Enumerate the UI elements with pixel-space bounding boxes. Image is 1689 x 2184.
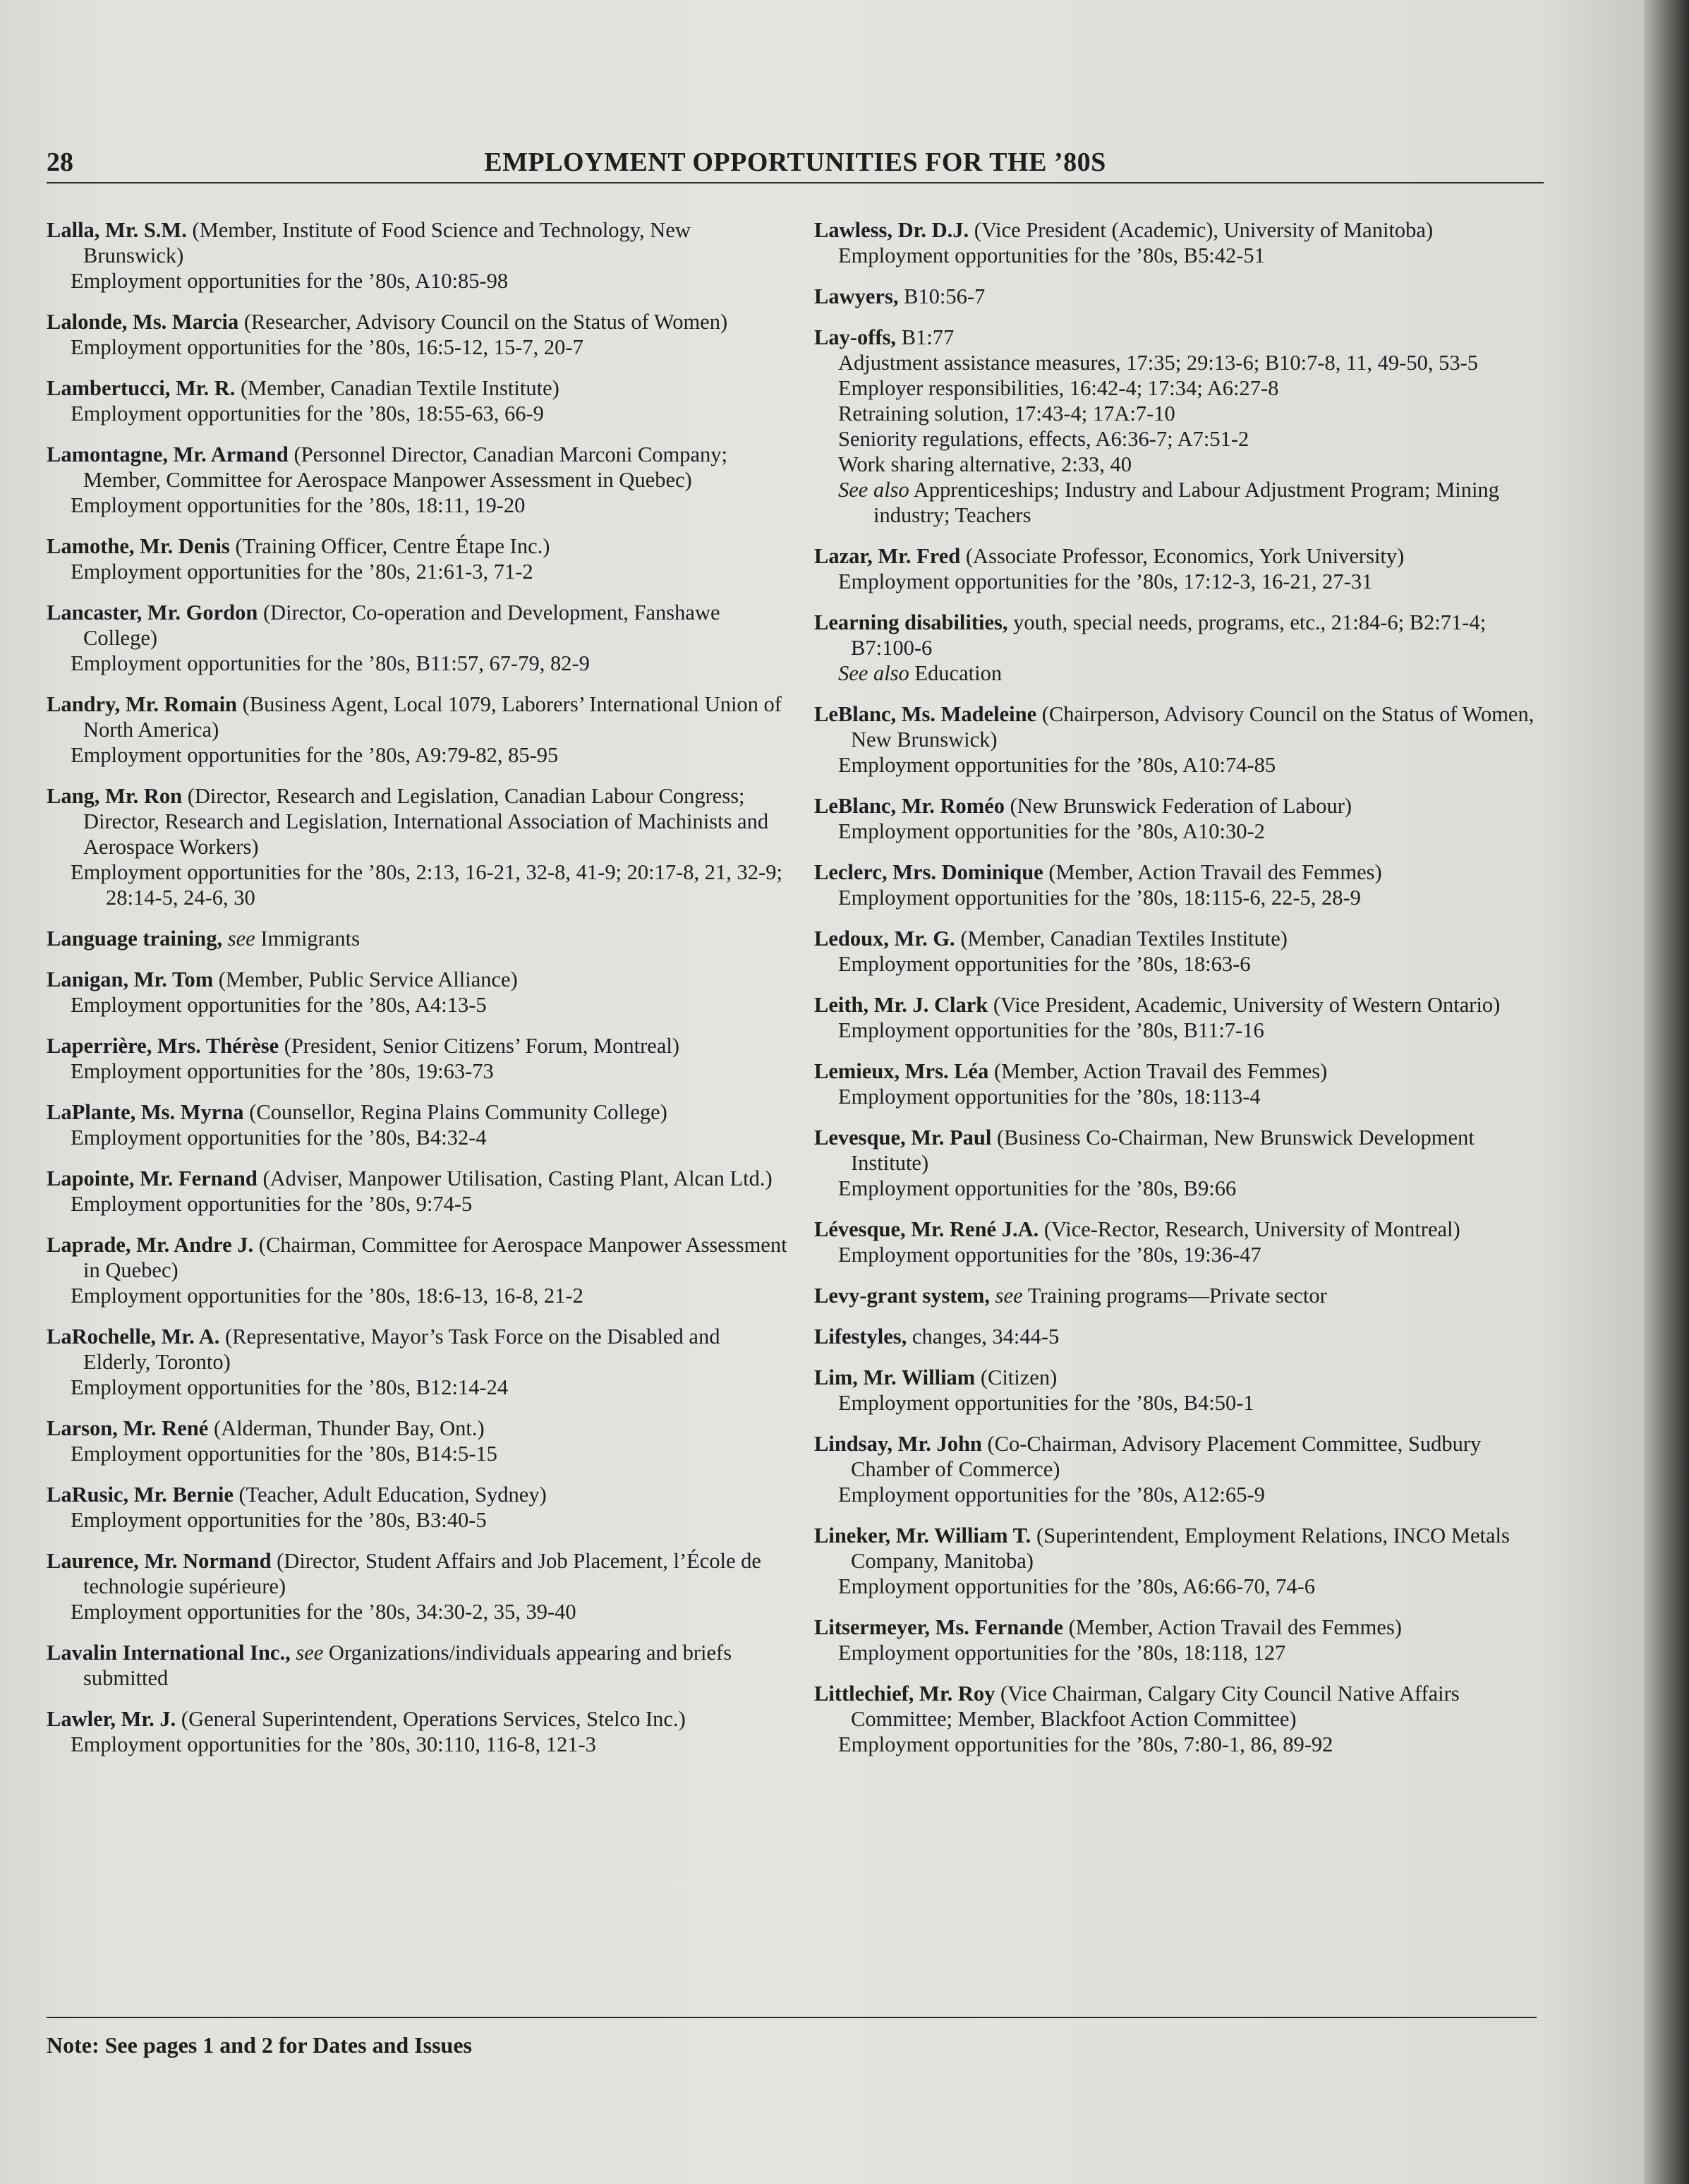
entry-heading (47, 926, 787, 951)
entry-heading (47, 1548, 787, 1599)
entry-name: Lévesque, Mr. René J.A. (814, 1217, 1039, 1241)
index-entry (47, 1482, 787, 1533)
entry-see-also (814, 660, 1555, 686)
index-entry (814, 793, 1555, 844)
entry-description: (Director, Co-operation and Development, Fanshawe College) (83, 601, 720, 650)
entry-heading (814, 217, 1555, 243)
entry-description: (Director, Student Affairs and Job Placement, l’École de technologie supérieure) (83, 1549, 761, 1598)
index-entry (47, 217, 787, 294)
entry-heading (47, 1324, 787, 1375)
entry-description: (Chairman, Committee for Aerospace Manpower Assessment in Quebec) (83, 1233, 787, 1282)
entry-description: changes, 34:44-5 (907, 1325, 1060, 1349)
entry-name: Lamontagne, Mr. Armand (47, 442, 289, 466)
entry-description: (Member, Institute of Food Science and Technology, New Brunswick) (83, 218, 691, 267)
entry-name: Levesque, Mr. Paul (814, 1126, 992, 1150)
index-entry (814, 992, 1555, 1043)
entry-description: Immigrants (255, 927, 360, 951)
entry-subheading: Employment opportunities for the ’80s, A10:85-98 (71, 269, 509, 293)
see-also-targets: Apprenticeships; Industry and Labour Adjustment Program; Mining industry; Teachers (873, 478, 1499, 527)
footer-rule (47, 2017, 1537, 2018)
entry-subheading: Employment opportunities for the ’80s, 2:13, 16-21, 32-8, 41-9; 20:17-8, 21, 32-9; 28:14-5, 24-6, 30 (71, 860, 782, 910)
entry-subheading: Employment opportunities for the ’80s, B11:57, 67-79, 82-9 (71, 651, 590, 675)
entry-subheading: Employment opportunities for the ’80s, A10:30-2 (838, 819, 1265, 843)
entry-heading (814, 1125, 1555, 1176)
entry-description: (Director, Research and Legislation, Canadian Labour Congress; Director, Research and Legislation, International Association of Machinists and Aerospace Workers) (83, 784, 769, 859)
entry-description: Training programs—Private sector (1022, 1284, 1327, 1308)
index-entry (47, 692, 787, 768)
header-rule (47, 182, 1544, 183)
index-entry (47, 375, 787, 426)
entry-subheading: Employment opportunities for the ’80s, 17:12-3, 16-21, 27-31 (838, 569, 1373, 593)
index-entry (814, 1431, 1555, 1507)
entry-name: Leclerc, Mrs. Dominique (814, 860, 1043, 884)
entry-heading (814, 1681, 1555, 1732)
entry-heading (814, 926, 1555, 951)
index-entry (47, 442, 787, 518)
entry-name: Lancaster, Mr. Gordon (47, 601, 258, 625)
index-entry (47, 1166, 787, 1217)
index-entry (47, 1706, 787, 1757)
entry-heading (47, 309, 787, 334)
entry-subheading: Employment opportunities for the ’80s, 9:74-5 (71, 1192, 473, 1216)
entry-description: (Business Co-Chairman, New Brunswick Development Institute) (851, 1126, 1475, 1175)
index-entry (814, 1283, 1555, 1308)
entry-heading (47, 217, 787, 268)
entry-heading (47, 533, 787, 559)
entry-see: see (990, 1284, 1023, 1308)
entry-subheading: Employment opportunities for the ’80s, 18:6-13, 16-8, 21-2 (71, 1284, 583, 1308)
entry-name: Laperrière, Mrs. Thérèse (47, 1034, 279, 1058)
entry-subheading: Employment opportunities for the ’80s, A9:79-82, 85-95 (71, 743, 559, 767)
entry-description: Organizations/individuals appearing and briefs submitted (83, 1641, 732, 1690)
index-entry (814, 284, 1555, 309)
entry-subheading: Employer responsibilities, 16:42-4; 17:34; A6:27-8 (838, 376, 1279, 400)
index-entry (814, 217, 1555, 268)
entry-name: LeBlanc, Ms. Madeleine (814, 702, 1037, 726)
entry-subheading: Employment opportunities for the ’80s, B4:32-4 (71, 1126, 487, 1150)
footer-note: Note: See pages 1 and 2 for Dates and Issues (47, 2032, 472, 2058)
entry-name: Language training, (47, 927, 223, 951)
index-entry (814, 610, 1555, 686)
entry-name: Lineker, Mr. William T. (814, 1524, 1031, 1547)
entry-name: Lalla, Mr. S.M. (47, 218, 187, 242)
entry-heading (47, 1033, 787, 1058)
entry-heading (814, 859, 1555, 885)
index-entry (47, 533, 787, 584)
entry-heading (814, 1058, 1555, 1084)
index-entry (47, 783, 787, 910)
entry-name: Lazar, Mr. Fred (814, 544, 961, 568)
entry-name: Lapointe, Mr. Fernand (47, 1166, 258, 1190)
entry-description: (Vice President, Academic, University of Western Ontario) (988, 993, 1501, 1017)
entry-name: Lanigan, Mr. Tom (47, 967, 214, 991)
entry-see: see (290, 1641, 324, 1665)
entry-subheading: Employment opportunities for the ’80s, 34:30-2, 35, 39-40 (71, 1600, 576, 1624)
index-entry (814, 1365, 1555, 1416)
index-entry (814, 1217, 1555, 1267)
entry-description: (Citizen) (975, 1365, 1058, 1389)
index-entry (814, 1058, 1555, 1109)
index-entry (814, 859, 1555, 910)
index-entry (47, 967, 787, 1018)
index-entry (814, 543, 1555, 594)
entry-heading (814, 793, 1555, 819)
entry-description: (Chairperson, Advisory Council on the Status of Women, New Brunswick) (851, 702, 1534, 752)
entry-heading (814, 1217, 1555, 1242)
entry-heading (814, 701, 1555, 752)
entry-subheading: Employment opportunities for the ’80s, 18:11, 19-20 (71, 493, 526, 517)
entry-subheading: Employment opportunities for the ’80s, B9:66 (838, 1176, 1237, 1200)
index-entry (47, 1548, 787, 1624)
entry-name: Lindsay, Mr. John (814, 1432, 982, 1456)
index-entry (47, 1033, 787, 1084)
entry-name: Lambertucci, Mr. R. (47, 376, 236, 400)
index-entry (814, 926, 1555, 977)
entry-subheading: Work sharing alternative, 2:33, 40 (838, 452, 1132, 476)
entry-description: (Member, Canadian Textiles Institute) (955, 927, 1288, 951)
entry-heading (814, 325, 1555, 350)
entry-subheading: Employment opportunities for the ’80s, 30:110, 116-8, 121-3 (71, 1732, 596, 1756)
entry-name: Lawler, Mr. J. (47, 1707, 176, 1731)
entry-description: (Vice Chairman, Calgary City Council Native Affairs Committee; Member, Blackfoot Action Committee) (851, 1682, 1460, 1731)
see-also-label: See also (838, 478, 909, 502)
entry-subheading: Retraining solution, 17:43-4; 17A:7-10 (838, 402, 1175, 426)
entry-description: (Researcher, Advisory Council on the Status of Women) (238, 310, 728, 334)
entry-heading (47, 1099, 787, 1125)
entry-description: (New Brunswick Federation of Labour) (1004, 794, 1352, 818)
entry-name: Learning disabilities, (814, 610, 1008, 634)
page-number: 28 (47, 147, 73, 177)
entry-description: (Counsellor, Regina Plains Community College) (243, 1100, 667, 1124)
entry-heading (814, 1283, 1555, 1308)
entry-name: LaRochelle, Mr. A. (47, 1325, 220, 1349)
entry-subheading: Employment opportunities for the ’80s, 18:115-6, 22-5, 28-9 (838, 886, 1361, 910)
entry-heading (47, 967, 787, 992)
index-entry (47, 600, 787, 676)
entry-subheading: Employment opportunities for the ’80s, A6:66-70, 74-6 (838, 1574, 1316, 1598)
entry-subheading: Employment opportunities for the ’80s, B3:40-5 (71, 1508, 487, 1532)
entry-heading (47, 1482, 787, 1507)
entry-heading (47, 1232, 787, 1283)
entry-subheading: Seniority regulations, effects, A6:36-7; A7:51-2 (838, 427, 1249, 451)
entry-heading (814, 1324, 1555, 1349)
entry-heading (47, 442, 787, 493)
entry-name: Littlechief, Mr. Roy (814, 1682, 995, 1706)
entry-name: Lemieux, Mrs. Léa (814, 1059, 989, 1083)
entry-name: Litsermeyer, Ms. Fernande (814, 1615, 1063, 1639)
entry-description: (Member, Canadian Textile Institute) (235, 376, 559, 400)
entry-description: (President, Senior Citizens’ Forum, Montreal) (279, 1034, 679, 1058)
entry-name: Lamothe, Mr. Denis (47, 534, 230, 558)
entry-name: Levy-grant system, (814, 1284, 991, 1308)
entry-subheading: Employment opportunities for the ’80s, A10:74-85 (838, 753, 1276, 777)
entry-description: (Member, Public Service Alliance) (213, 967, 518, 991)
entry-description: (Member, Action Travail des Femmes) (1043, 860, 1382, 884)
index-entry (47, 1640, 787, 1691)
entry-subheading: Employment opportunities for the ’80s, 21:61-3, 71-2 (71, 560, 533, 584)
entry-description: (Alderman, Thunder Bay, Ont.) (208, 1416, 485, 1440)
entry-heading (47, 1166, 787, 1191)
entry-description: (Representative, Mayor’s Task Force on the Disabled and Elderly, Toronto) (83, 1325, 720, 1374)
entry-heading (814, 992, 1555, 1018)
entry-name: LaPlante, Ms. Myrna (47, 1100, 244, 1124)
index-entry (814, 1615, 1555, 1665)
entry-heading (814, 1365, 1555, 1390)
entry-subheading: Employment opportunities for the ’80s, 18:55-63, 66-9 (71, 402, 544, 426)
entry-heading (814, 284, 1555, 309)
index-column-left (47, 217, 787, 1773)
entry-subheading: Employment opportunities for the ’80s, B5:42-51 (838, 243, 1265, 267)
entry-name: Larson, Mr. René (47, 1416, 209, 1440)
entry-description: (Business Agent, Local 1079, Laborers’ International Union of North America) (83, 692, 782, 742)
entry-heading (814, 610, 1555, 660)
entry-subheading: Employment opportunities for the ’80s, 18:63-6 (838, 952, 1251, 976)
entry-description: (Member, Action Travail des Femmes) (988, 1059, 1328, 1083)
entry-description: (Member, Action Travail des Femmes) (1063, 1615, 1402, 1639)
entry-heading (814, 543, 1555, 569)
entry-name: Laprade, Mr. Andre J. (47, 1233, 254, 1257)
entry-description: (Superintendent, Employment Relations, INCO Metals Company, Manitoba) (851, 1524, 1510, 1573)
entry-description: (Adviser, Manpower Utilisation, Casting Plant, Alcan Ltd.) (257, 1166, 773, 1190)
entry-name: Lalonde, Ms. Marcia (47, 310, 239, 334)
entry-description: (Associate Professor, Economics, York University) (960, 544, 1405, 568)
entry-description: (Co-Chairman, Advisory Placement Committee, Sudbury Chamber of Commerce) (851, 1432, 1482, 1481)
entry-description: (General Superintendent, Operations Services, Stelco Inc.) (176, 1707, 686, 1731)
entry-name: LeBlanc, Mr. Roméo (814, 794, 1005, 818)
entry-subheading: Employment opportunities for the ’80s, 18:113-4 (838, 1085, 1261, 1109)
entry-description: (Vice President (Academic), University of Manitoba) (969, 218, 1434, 242)
entry-heading (47, 692, 787, 742)
entry-subheading: Employment opportunities for the ’80s, 19:36-47 (838, 1243, 1261, 1267)
entry-description: B10:56-7 (898, 284, 986, 308)
see-also-label: See also (838, 661, 909, 685)
index-entry (814, 325, 1555, 528)
entry-subheading: Employment opportunities for the ’80s, B12:14-24 (71, 1375, 509, 1399)
entry-heading (47, 1416, 787, 1441)
entry-name: Leith, Mr. J. Clark (814, 993, 988, 1017)
entry-subheading: Employment opportunities for the ’80s, B4:50-1 (838, 1391, 1254, 1415)
page-header (47, 145, 1544, 187)
index-column-right (814, 217, 1555, 1773)
entry-description: (Training Officer, Centre Étape Inc.) (229, 534, 550, 558)
entry-name: Lay-offs, (814, 325, 897, 349)
entry-subheading: Employment opportunities for the ’80s, B14:5-15 (71, 1442, 497, 1466)
index-entry (814, 1523, 1555, 1599)
entry-name: Lavalin International Inc., (47, 1641, 291, 1665)
entry-heading (47, 1640, 787, 1691)
index-entry (814, 701, 1555, 778)
index-entry (47, 1324, 787, 1400)
entry-subheading: Employment opportunities for the ’80s, 18:118, 127 (838, 1641, 1286, 1665)
index-entry (47, 1232, 787, 1308)
binding-gutter (1644, 0, 1689, 2184)
entry-subheading: Employment opportunities for the ’80s, B11:7-16 (838, 1018, 1264, 1042)
entry-see-also (814, 477, 1555, 528)
see-also-targets: Education (914, 661, 1003, 685)
entry-name: LaRusic, Mr. Bernie (47, 1483, 234, 1507)
index-entry (814, 1324, 1555, 1349)
entry-subheading: Employment opportunities for the ’80s, 16:5-12, 15-7, 20-7 (71, 335, 583, 359)
entry-description: (Personnel Director, Canadian Marconi Company; Member, Committee for Aerospace Manpower Assessment in Quebec) (83, 442, 728, 492)
entry-description: (Vice-Rector, Research, University of Montreal) (1039, 1217, 1460, 1241)
entry-subheading: Employment opportunities for the ’80s, 19:63-73 (71, 1059, 494, 1083)
entry-heading (814, 1431, 1555, 1482)
entry-name: Lifestyles, (814, 1325, 907, 1349)
entry-heading (814, 1523, 1555, 1574)
entry-description: B1:77 (896, 325, 955, 349)
entry-name: Landry, Mr. Romain (47, 692, 238, 716)
entry-heading (47, 783, 787, 859)
index-entry (47, 926, 787, 951)
entry-heading (47, 600, 787, 651)
entry-heading (47, 375, 787, 401)
index-entry (47, 1416, 787, 1466)
entry-name: Lawless, Dr. D.J. (814, 218, 969, 242)
entry-heading (814, 1615, 1555, 1640)
entry-description: youth, special needs, programs, etc., 21:84-6; B2:71-4; B7:100-6 (851, 610, 1487, 660)
entry-subheading: Employment opportunities for the ’80s, 7:80-1, 86, 89-92 (838, 1732, 1333, 1756)
entry-name: Ledoux, Mr. G. (814, 927, 955, 951)
index-entry (47, 309, 787, 360)
entry-subheading: Employment opportunities for the ’80s, A12:65-9 (838, 1483, 1265, 1507)
index-entry (814, 1681, 1555, 1757)
entry-see: see (222, 927, 255, 951)
entry-description: (Teacher, Adult Education, Sydney) (233, 1483, 547, 1507)
index-entry (47, 1099, 787, 1150)
entry-subheading: Employment opportunities for the ’80s, A4:13-5 (71, 993, 487, 1017)
index-entry (814, 1125, 1555, 1201)
entry-subheading: Adjustment assistance measures, 17:35; 29:13-6; B10:7-8, 11, 49-50, 53-5 (838, 351, 1478, 375)
entry-name: Laurence, Mr. Normand (47, 1549, 272, 1573)
running-title: EMPLOYMENT OPPORTUNITIES FOR THE ’80S (484, 147, 1106, 177)
entry-name: Lawyers, (814, 284, 899, 308)
entry-name: Lang, Mr. Ron (47, 784, 183, 808)
entry-name: Lim, Mr. William (814, 1365, 976, 1389)
entry-heading (47, 1706, 787, 1732)
